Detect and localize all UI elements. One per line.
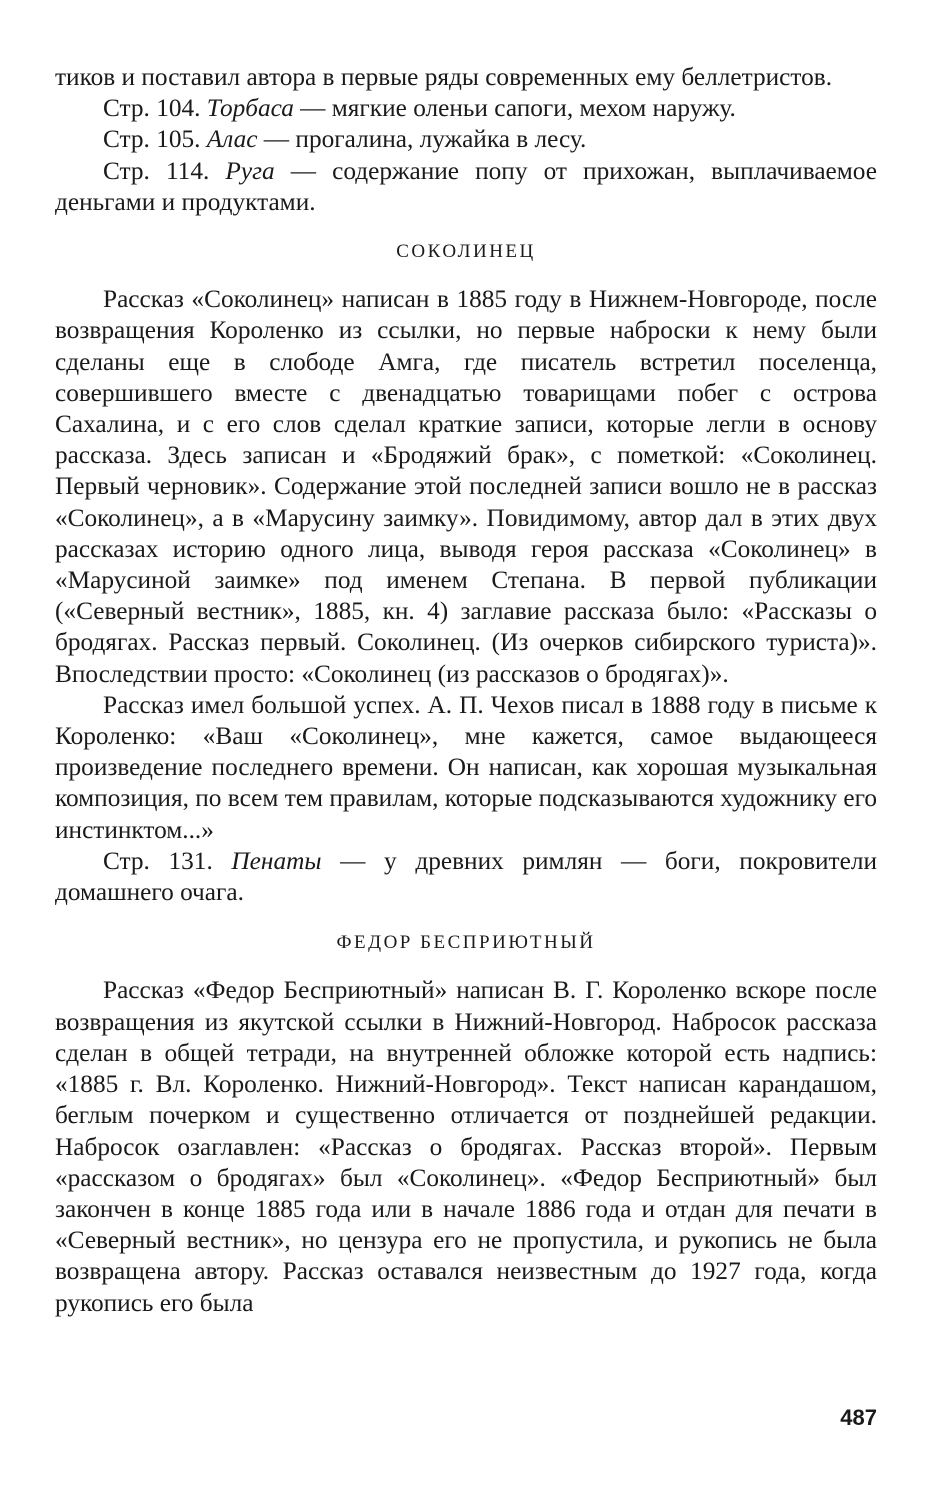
note-prefix: Стр. 114. (103, 156, 226, 185)
page-body (55, 62, 877, 1319)
section-heading-sokolinets: СОКОЛИНЕЦ (396, 241, 536, 263)
note-definition: — прогалина, лужайка в лесу. (257, 125, 587, 154)
note-term: Пенаты (231, 846, 322, 875)
page-number: 487 (840, 1405, 877, 1430)
note-term: Торбаса (206, 94, 294, 123)
note-term: Алас (206, 125, 258, 154)
paragraph-sokolinets-2: Рассказ имел большой успех. А. П. Чехов писал в 1888 году в письме к Короленко: «Ваш «Соколинец», мне кажется, самое выдающееся произведение последнего времени. Он написан, как хорошая музыкальная композиция, по всем тем правилам, которые подсказываются художнику его инстинктом...» (55, 690, 877, 844)
note-definition: — содержание попу от прихожан, выплачиваемое деньгами и продуктами. (55, 156, 877, 216)
note-definition: — у древних римлян — боги, покровители домашнего очага. (55, 846, 877, 907)
note-p104 (55, 93, 877, 124)
note-prefix: Стр. 131. (103, 846, 232, 875)
note-p114 (55, 156, 877, 218)
note-definition: — мягкие оленьи сапоги, мехом наружу. (293, 94, 736, 123)
note-prefix: Стр. 105. (103, 125, 207, 154)
paragraph-fedor-1: Рассказ «Федор Бесприютный» написан В. Г. Короленко вскоре после возвращения из якутской ссылки в Нижний-Новгород. Набросок рассказа сделан в общей тетради, на внутренней обложке которой есть надпись: «1885 г. Вл. Короленко. Нижний-Новгород». Текст написан карандашом, беглым почерком и существенно отличается от позднейшей редакции. Набросок озаглавлен: «Рассказ о бродягах. Рассказ второй». Первым «рассказом о бродягах» был «Соколинец». «Федор Бесприютный» был закончен в конце 1885 года или в начале 1886 года и отдан для печати в «Северный вестник», но цензура его не пропустила, и рукопись не была возвращена автору. Рассказ оставался неизвестным до 1927 года, когда рукопись его была (55, 976, 877, 1317)
note-prefix: Стр. 104. (103, 94, 207, 123)
intro-paragraph: тиков и поставил автора в первые ряды современных ему беллетристов. (55, 63, 833, 91)
note-term: Руга (225, 156, 275, 185)
note-p131 (55, 846, 877, 908)
section-heading-fedor: ФЕДОР БЕСПРИЮТНЫЙ (336, 932, 596, 954)
note-p105 (55, 124, 877, 155)
paragraph-sokolinets-1: Рассказ «Соколинец» написан в 1885 году в Нижнем-Новгороде, после возвращения Короленко из ссылки, но первые наброски к нему были сделаны еще в слободе Амга, где писатель встретил поселенца, совершившего вместе с двенадцатью товарищами побег с острова Сахалина, и с его слов сделал краткие записи, которые легли в основу рассказа. Здесь записан и «Бродяжий брак», с пометкой: «Соколинец. Первый черновик». Содержание этой последней записи вошло не в рассказ «Соколинец», а в «Марусину заимку». Повидимому, автор дал в этих двух рассказах историю одного лица, выводя героя рассказа «Соколинец» в «Марусиной заимке» под именем Степана. В первой публикации («Северный вестник», 1885, кн. 4) заглавие рассказа было: «Рассказы о бродягах. Рассказ первый. Соколинец. (Из очерков сибирского туриста)». Впоследствии просто: «Соколинец (из рассказов о бродягах)». (55, 285, 877, 688)
